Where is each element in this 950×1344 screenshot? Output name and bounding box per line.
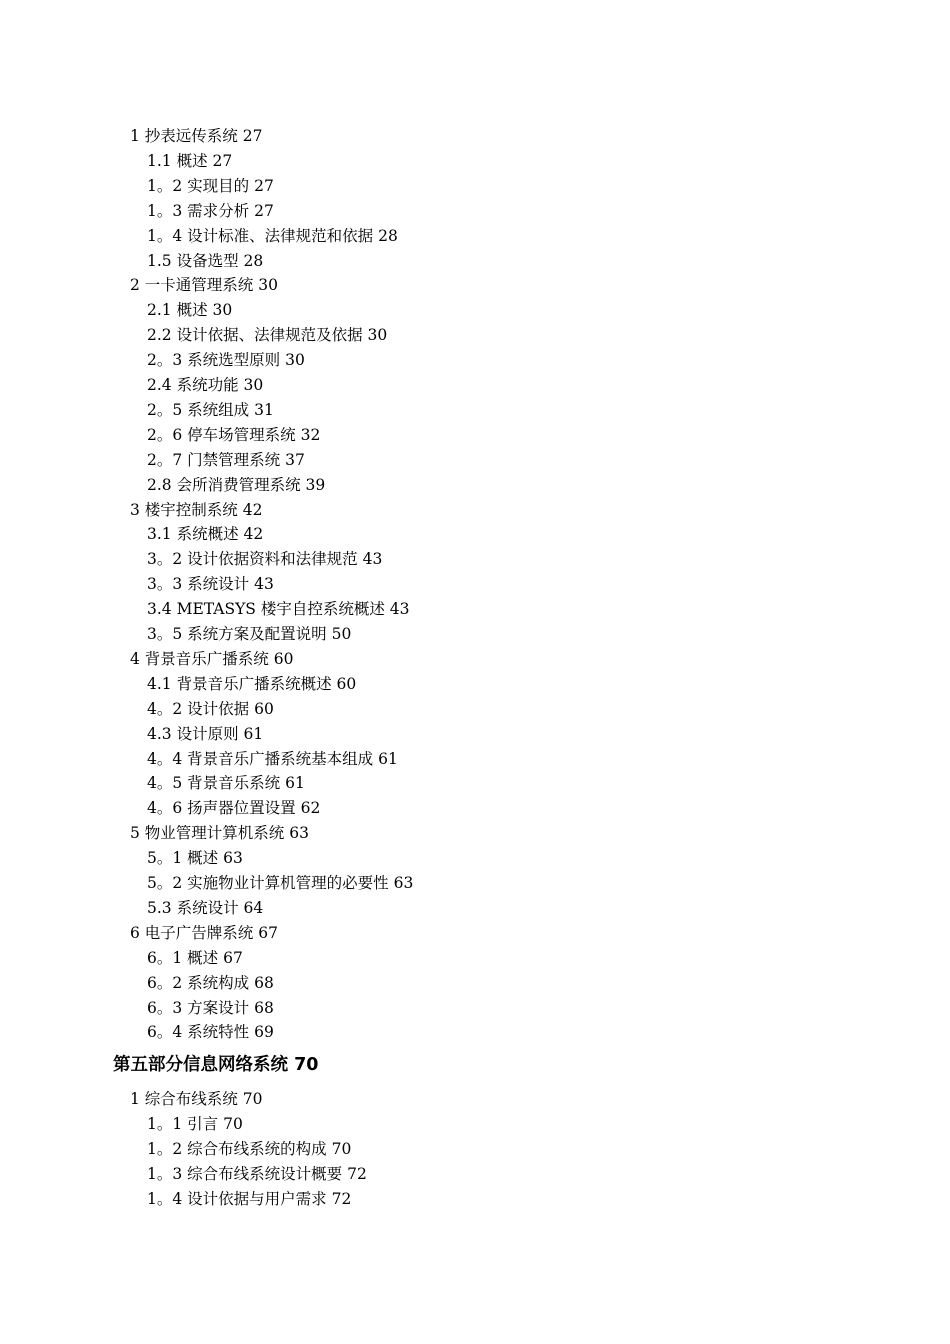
- toc-section-entry: 4.1 背景音乐广播系统概述 60: [147, 674, 357, 693]
- toc-section-entry: 5.3 系统设计 64: [147, 898, 264, 917]
- toc-section-entry: 4。5 背景音乐系统 61: [147, 774, 305, 793]
- toc-section-entry: 4。6 扬声器位置设置 62: [147, 799, 321, 818]
- toc-section-entry: 2。3 系统选型原则 30: [147, 351, 305, 370]
- toc-section-entry: 1。2 实现目的 27: [147, 176, 274, 195]
- toc-chapter-entry: 5 物业管理计算机系统 63: [130, 824, 309, 843]
- toc-section-entry: 2.1 概述 30: [147, 301, 233, 320]
- toc-section-entry: 6。1 概述 67: [147, 948, 243, 967]
- toc-chapter-entry: 6 电子广告牌系统 67: [130, 923, 278, 942]
- toc-chapter-entry: 1 综合布线系统 70: [130, 1090, 263, 1109]
- toc-section-entry: 1。1 引言 70: [147, 1115, 243, 1134]
- toc-section-entry: 3。3 系统设计 43: [147, 575, 274, 594]
- toc-chapter-entry: 4 背景音乐广播系统 60: [130, 649, 294, 668]
- toc-section-entry: 1。4 设计标准、法律规范和依据 28: [147, 226, 398, 245]
- toc-section-entry: 1。4 设计依据与用户需求 72: [147, 1189, 352, 1208]
- toc-chapter-entry: 2 一卡通管理系统 30: [130, 276, 278, 295]
- toc-section-entry: 4。4 背景音乐广播系统基本组成 61: [147, 749, 398, 768]
- toc-section-entry: 2.8 会所消费管理系统 39: [147, 475, 326, 494]
- toc-section-entry: 3.4 METASYS 楼宇自控系统概述 43: [147, 600, 410, 619]
- toc-section-entry: 3.1 系统概述 42: [147, 525, 264, 544]
- toc-section-entry: 2.2 设计依据、法律规范及依据 30: [147, 326, 388, 345]
- toc-section-entry: 2。6 停车场管理系统 32: [147, 425, 321, 444]
- toc-section-entry: 1.1 概述 27: [147, 151, 233, 170]
- toc-section-entry: 6。3 方案设计 68: [147, 998, 274, 1017]
- toc-section-entry: 2。5 系统组成 31: [147, 400, 274, 419]
- part-heading: 第五部分信息网络系统 70: [113, 1055, 319, 1076]
- toc-section-entry: 2.4 系统功能 30: [147, 376, 264, 394]
- toc-section-entry: 1。3 综合布线系统设计概要 72: [147, 1165, 367, 1183]
- toc-section-entry: 2。7 门禁管理系统 37: [147, 450, 305, 469]
- toc-section-entry: 1.5 设备选型 28: [147, 251, 264, 270]
- toc-section-entry: 5。2 实施物业计算机管理的必要性 63: [147, 874, 414, 892]
- toc-chapter-entry: 1 抄表远传系统 27: [130, 127, 263, 145]
- toc-section-entry: 3。5 系统方案及配置说明 50: [147, 625, 352, 643]
- toc-section-entry: 6。4 系统特性 69: [147, 1023, 274, 1042]
- toc-section-entry: 4。2 设计依据 60: [147, 699, 274, 718]
- toc-chapter-entry: 3 楼宇控制系统 42: [130, 500, 263, 519]
- toc-section-entry: 6。2 系统构成 68: [147, 973, 274, 992]
- toc-section-entry: 4.3 设计原则 61: [147, 724, 264, 743]
- toc-section-entry: 1。2 综合布线系统的构成 70: [147, 1140, 352, 1159]
- toc-section-entry: 3。2 设计依据资料和法律规范 43: [147, 550, 383, 569]
- toc-section-entry: 1。3 需求分析 27: [147, 201, 274, 220]
- toc-section-entry: 5。1 概述 63: [147, 849, 243, 868]
